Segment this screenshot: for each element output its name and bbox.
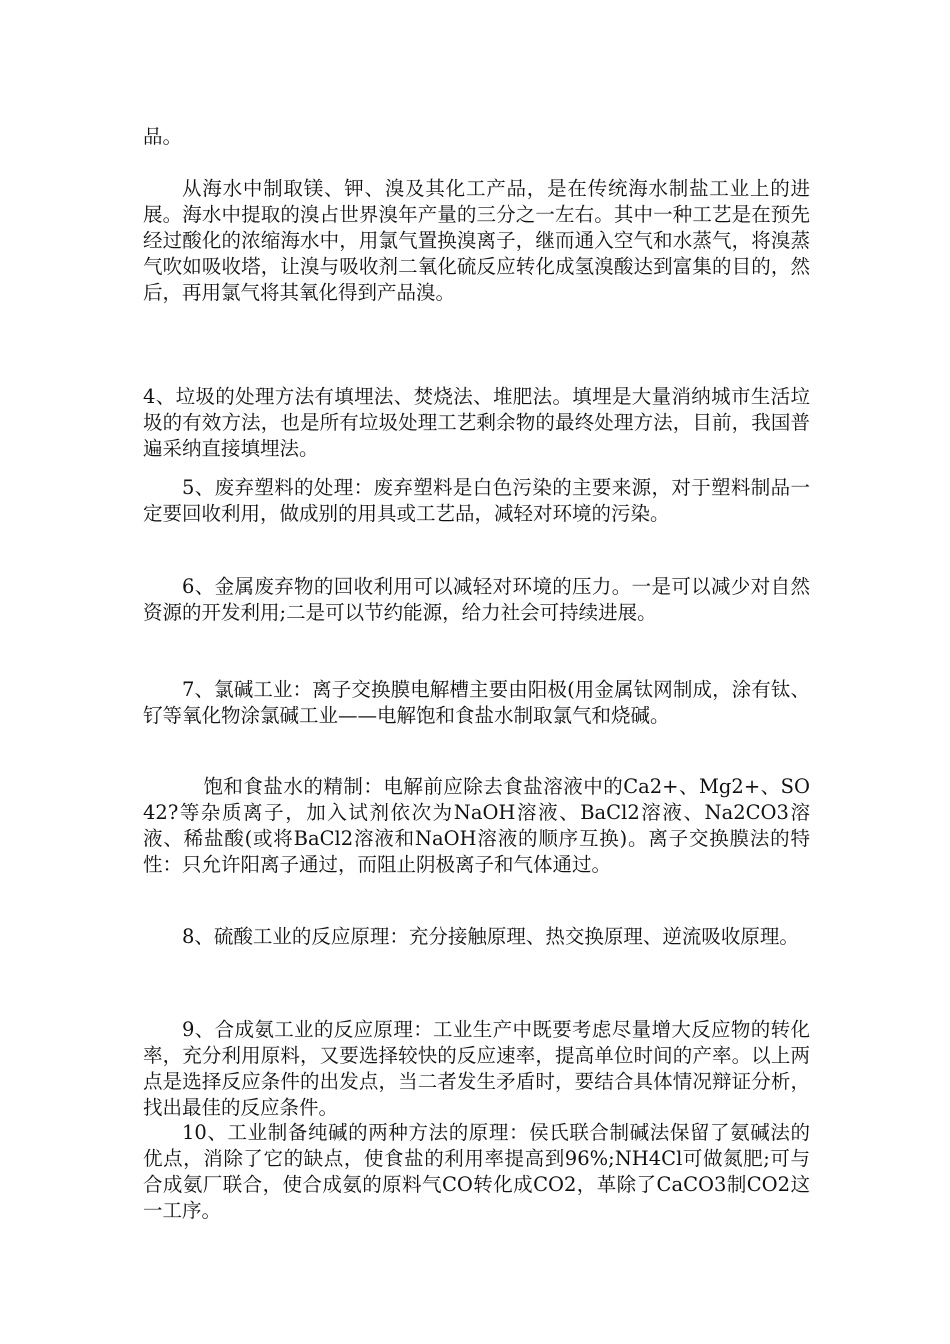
paragraph-8-sulfuric-acid: 8、硫酸工业的反应原理：充分接触原理、热交换原理、逆流吸收原理。	[182, 925, 799, 948]
paragraph-4-garbage: 4、垃圾的处理方法有填埋法、焚烧法、堆肥法。填埋是大量消纳城市生活垃圾的有效方法，也是所有垃圾处理工艺剩余物的最终处理方法，目前，我国普遍采纳直接填埋法。	[143, 385, 810, 460]
paragraph-7-chlor-alkali: 7、氯碱工业：离子交换膜电解槽主要由阳极(用金属钛网制成，涂有钛、钌等氧化物涂氯碱工业——电解饱和食盐水制取氯气和烧碱。	[143, 678, 810, 727]
paragraph-continuation: 品。	[143, 125, 183, 148]
paragraph-5-plastics: 5、废弃塑料的处理：废弃塑料是白色污染的主要来源，对于塑料制品一定要回收利用，做成别的用具或工艺品，减轻对环境的污染。	[143, 476, 810, 525]
paragraph-9-ammonia: 9、合成氨工业的反应原理：工业生产中既要考虑尽量增大反应物的转化率，充分利用原料，又要选择较快的反应速率，提高单位时间的产率。以上两点是选择反应条件的出发点，当二者发生矛盾时，要结合具体情况辩证分析，找出最佳的反应条件。	[143, 1018, 810, 1119]
paragraph-bromine: 从海水中制取镁、钾、溴及其化工产品，是在传统海水制盐工业上的进展。海水中提取的溴占世界溴年产量的三分之一左右。其中一种工艺是在预先经过酸化的浓缩海水中，用氯气置换溴离子，继而通入空气和水蒸气，将溴蒸气吹如吸收塔，让溴与吸收剂二氧化硫反应转化成氢溴酸达到富集的目的，然后，再用氯气将其氧化得到产品溴。	[143, 177, 810, 304]
paragraph-6-metal: 6、金属废弃物的回收利用可以减轻对环境的压力。一是可以减少对自然资源的开发利用;二是可以节约能源，给力社会可持续进展。	[143, 575, 810, 624]
paragraph-brine-refining: 饱和食盐水的精制：电解前应除去食盐溶液中的Ca2+、Mg2+、SO42?等杂质离子，加入试剂依次为NaOH溶液、BaCl2溶液、Na2CO3溶液、稀盐酸(或将BaCl2溶液和NaOH溶液的顺序互换)。离子交换膜法的特性：只允许阳离子通过，而阻止阴极离子和气体通过。	[143, 775, 810, 876]
paragraph-10-soda-ash: 10、工业制备纯碱的两种方法的原理：侯氏联合制碱法保留了氨碱法的优点，消除了它的缺点，使食盐的利用率提高到96%;NH4Cl可做氮肥;可与合成氨厂联合，使合成氨的原料气CO转化成CO2，革除了CaCO3制CO2这一工序。	[143, 1121, 810, 1222]
